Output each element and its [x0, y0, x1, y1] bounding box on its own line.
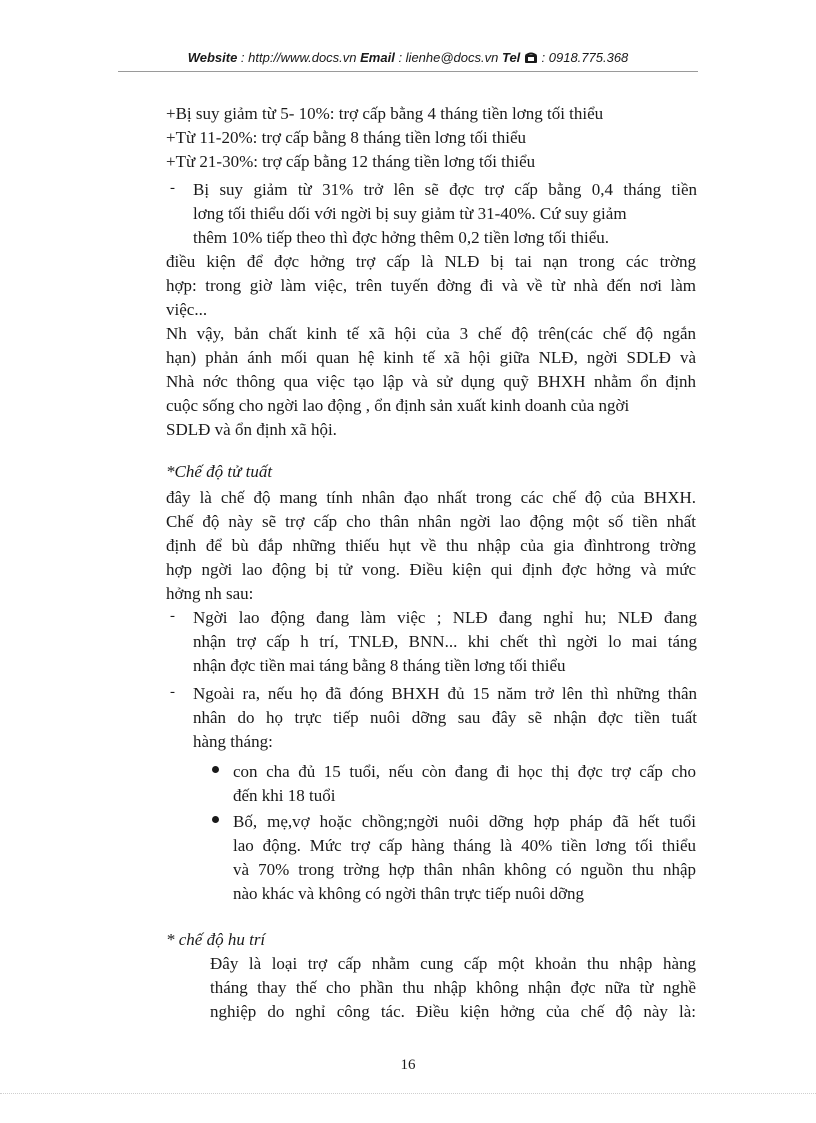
section-heading: *Chế độ tử tuất [166, 462, 273, 481]
text-line: lao động. Mức trợ cấp hàng tháng là 40% tiền lơng tối thiểu [233, 836, 696, 855]
text-line: hợp: trong giờ làm việc, trên tuyến đờng đi và về từ nhà đến nơi làm [166, 276, 696, 295]
page-number: 16 [400, 1057, 416, 1073]
text-line: Nhà nớc thông qua việc tạo lập và sử dụng quỹ BHXH nhằm ổn định [166, 372, 696, 391]
text-line: SDLĐ và ổn định xã hội. [166, 420, 337, 439]
text-line: và 70% trong trờng hợp thân nhân không có nguồn thu nhập [233, 860, 696, 879]
text-line: Đây là loại trợ cấp nhằm cung cấp một khoản thu nhập hàng [210, 954, 696, 973]
bullet-dot-icon [212, 766, 219, 773]
website-url[interactable]: : http://www.docs.vn [237, 50, 361, 65]
text-line: +Từ 11-20%: trợ cấp bằng 8 tháng tiền lơng tối thiểu [166, 128, 527, 147]
email-label: Email [360, 50, 395, 65]
text-line: Bị suy giảm từ 31% trở lên sẽ đợc trợ cấp bằng 0,4 tháng tiền [193, 180, 697, 199]
text-line: thêm 10% tiếp theo thì đợc hởng thêm 0,2 tiền lơng tối thiểu. [193, 228, 610, 247]
text-line: hạn) phản ánh mối quan hệ kinh tế xã hội giữa NLĐ, ngời SDLĐ và [166, 348, 696, 367]
dash-bullet: - [170, 608, 175, 624]
website-label: Website [187, 50, 238, 65]
text-line: cuộc sống cho ngời lao động , ổn định sản xuất kinh doanh của ngời [166, 396, 630, 415]
text-line: việc... [166, 300, 208, 319]
page-header [118, 50, 698, 67]
text-line: Ngời lao động đang làm việc ; NLĐ đang nghỉ hu; NLĐ đang [193, 608, 697, 627]
text-line: Chế độ này sẽ trợ cấp cho thân nhân ngời lao động một số tiền nhất [166, 512, 696, 531]
text-line: tháng thay thế cho phần thu nhập không nhận đợc nữa từ nghề [210, 978, 696, 997]
dash-bullet: - [170, 684, 175, 700]
text-line: nhân do họ trực tiếp nuôi dỡng sau đây sẽ nhận đợc tiền tuất [193, 708, 697, 727]
text-line: +Bị suy giảm từ 5- 10%: trợ cấp bằng 4 tháng tiền lơng tối thiểu [166, 104, 604, 123]
page-bottom-border [0, 1093, 816, 1094]
text-line: nhận đợc tiền mai táng bằng 8 tháng tiền lơng tối thiểu [193, 656, 566, 675]
text-line: Bố, mẹ,vợ hoặc chồng;ngời nuôi dỡng hợp pháp đã hết tuổi [233, 812, 696, 831]
text-line: con cha đủ 15 tuổi, nếu còn đang đi học thị đợc trợ cấp cho [233, 762, 696, 781]
text-line: nghiệp do nghỉ công tác. Điều kiện hởng của chế độ này là: [210, 1002, 696, 1021]
text-line: điều kiện để đợc hởng trợ cấp là NLĐ bị tai nạn trong các trờng [166, 252, 696, 271]
text-line: đến khi 18 tuổi [233, 786, 336, 805]
text-line: Ngoài ra, nếu họ đã đóng BHXH đủ 15 năm trở lên thì những thân [193, 684, 697, 703]
email-address[interactable]: : lienhe@docs.vn [394, 50, 502, 65]
section-heading: * chế độ hu trí [166, 930, 266, 949]
dash-bullet: - [170, 180, 175, 196]
text-line: +Từ 21-30%: trợ cấp bằng 12 tháng tiền lơng tối thiểu [166, 152, 536, 171]
text-line: hàng tháng: [193, 732, 273, 751]
text-line: nào khác và không có ngời thân trực tiếp nuôi dỡng [233, 884, 585, 903]
phone-icon [524, 51, 538, 67]
text-line: nhận trợ cấp h trí, TNLĐ, BNN... khi chết thì ngời lo mai táng [193, 632, 697, 651]
text-line: Nh vậy, bản chất kinh tế xã hội của 3 chế độ trên(các chế độ ngắn [166, 324, 696, 343]
text-line: hợp ngời lao động bị tử vong. Điều kiện qui định đợc hởng và mức [166, 560, 696, 579]
tel-label: Tel [501, 50, 521, 65]
text-line: định để bù đắp những thiếu hụt về thu nhập của gia đìnhtrong trờng [166, 536, 696, 555]
bullet-dot-icon [212, 816, 219, 823]
text-line: lơng tối thiểu dối với ngời bị suy giảm từ 31-40%. Cứ suy giảm [193, 204, 627, 223]
header-divider [118, 71, 698, 72]
text-line: hởng nh sau: [166, 584, 254, 603]
text-line: đây là chế độ mang tính nhân đạo nhất trong các chế độ của BHXH. [166, 488, 696, 507]
tel-number: : 0918.775.368 [537, 50, 629, 65]
